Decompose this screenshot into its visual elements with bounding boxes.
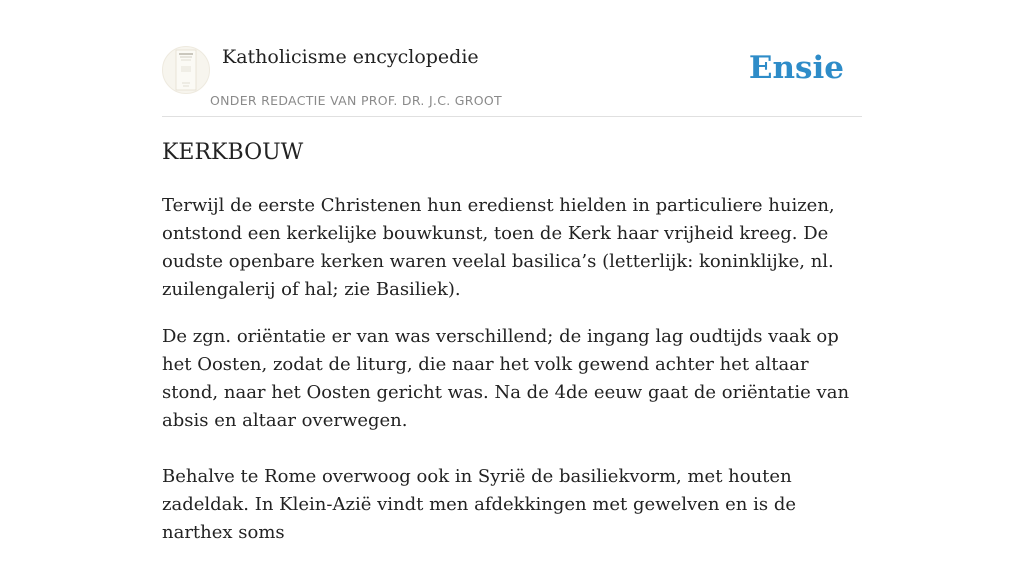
site-subtitle: ONDER REDACTIE VAN PROF. DR. J.C. GROOT [210,93,502,108]
article-paragraph: Terwijl de eerste Christenen hun eredienst hielden in particuliere huizen, ontstond een kerkelijke bouwkunst, toen de Kerk haar vrijheid kreeg. De oudste openbare kerken waren veelal basilica’s (letterlijk: koninklijke, nl. zuilengalerij of hal; zie Basiliek). [162,195,835,300]
article-title: KERKBOUW [162,140,304,165]
article-paragraph: Behalve te Rome overwoog ook in Syrië de basiliekvorm, met houten zadeldak. In Klein-Azië vindt men afdekkingen met gewelven en is de narthex soms [162,466,796,543]
ensie-logo[interactable]: Ensie [748,50,844,86]
book-cover-icon[interactable] [162,46,210,94]
site-header [162,42,862,117]
site-title[interactable]: Katholicisme encyclopedie [222,46,479,68]
article-paragraph: De zgn. oriëntatie er van was verschillend; de ingang lag oudtijds vaak op het Oosten, zodat de liturg, die naar het volk gewend achter het altaar stond, naar het Oosten gericht was. Na de 4de eeuw gaat de oriëntatie van absis en altaar overwegen. [162,326,850,431]
book-cover-graphic [163,47,209,93]
article-body [162,192,862,566]
